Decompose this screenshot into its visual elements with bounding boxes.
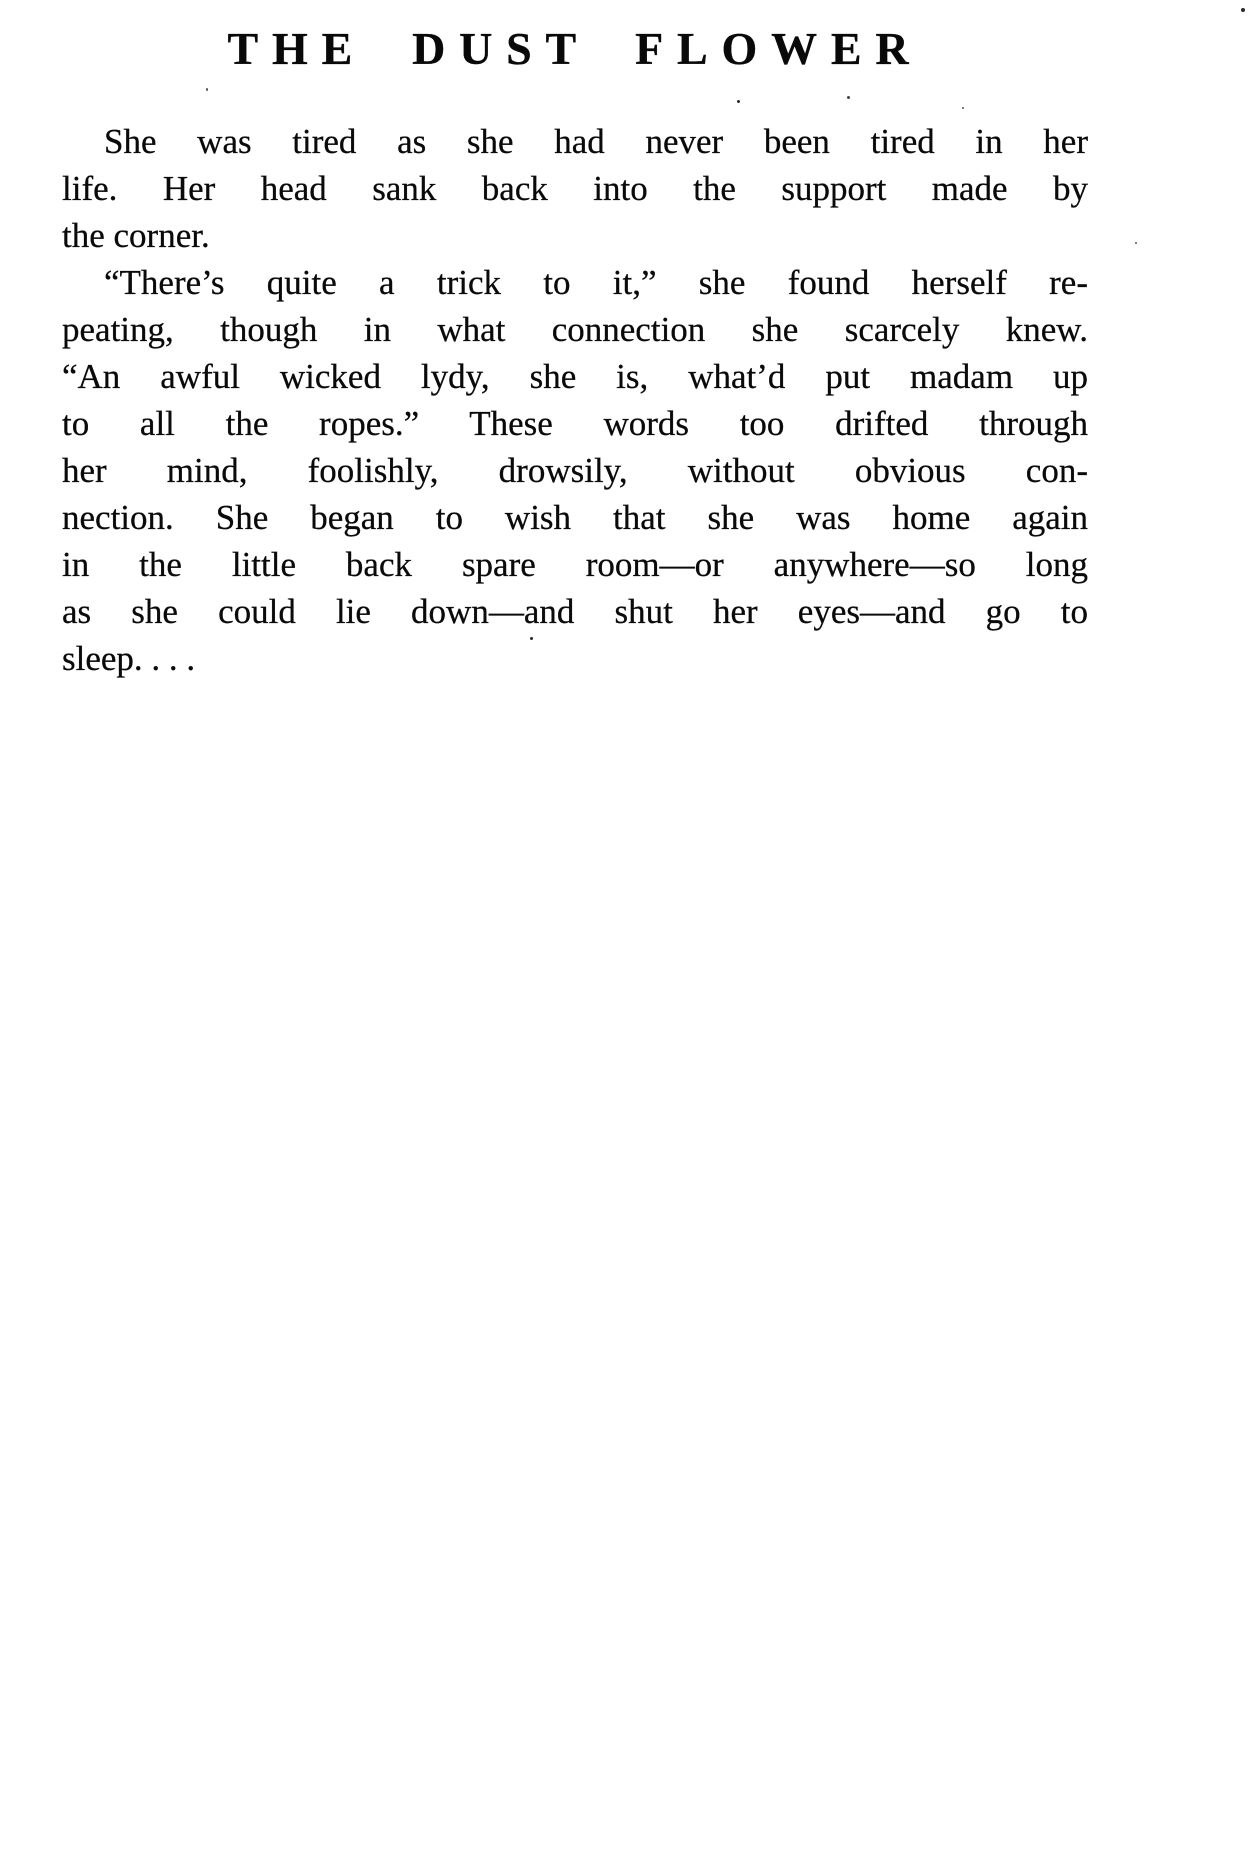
- text-line: She was tired as she had never been tired in her: [104, 122, 1088, 161]
- text-line: as she could lie down—and shut her eyes—and go to: [62, 592, 1088, 631]
- scan-speck: [1241, 8, 1245, 12]
- text-line: the corner.: [62, 216, 210, 255]
- scan-speck: [847, 96, 850, 99]
- text-line: sleep. . . .: [62, 639, 196, 678]
- scan-speck: [962, 107, 964, 109]
- text-line: “An awful wicked lydy, she is, what’d put madam up: [62, 357, 1088, 396]
- page-title: THE DUST FLOWER: [227, 23, 923, 74]
- text-line: in the little back spare room—or anywhere—so long: [62, 545, 1088, 584]
- body-text-block: [62, 118, 1088, 682]
- text-line: nection. She began to wish that she was home again: [62, 498, 1088, 537]
- text-line: “There’s quite a trick to it,” she found herself re-: [104, 263, 1088, 302]
- scan-speck: [530, 637, 533, 640]
- text-line: her mind, foolishly, drowsily, without obvious con-: [62, 451, 1088, 490]
- scan-speck: [1135, 242, 1137, 244]
- scan-speck: [206, 88, 208, 91]
- text-line: life. Her head sank back into the support made by: [62, 169, 1088, 208]
- text-line: to all the ropes.” These words too drifted through: [62, 404, 1088, 443]
- scan-speck: [737, 100, 740, 103]
- text-line: peating, though in what connection she scarcely knew.: [62, 310, 1088, 349]
